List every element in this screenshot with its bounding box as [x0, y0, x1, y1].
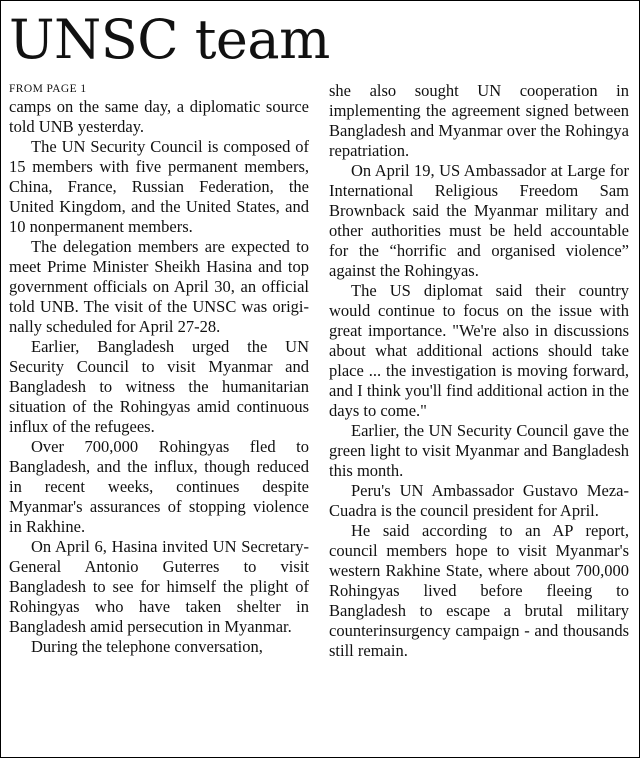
paragraph: He said according to an AP report, council members hope to visit Myanmar's western Rakhine State, where about 700,000 Rohingyas lived before fleeing to Bangladesh to escape a brutal military counterinsurgency campaign - and thousands still remain.	[329, 521, 629, 660]
paragraph: Earlier, the UN Security Council gave the green light to visit Myanmar and Bangladesh this month.	[329, 421, 629, 480]
paragraph: The US diplomat said their country would continue to focus on the issue with great importance. "We're also in discussions about what additional actions should take place ... the investigation is moving forward, and I think you'll find additional action in the days to come."	[329, 281, 629, 420]
column-right	[329, 81, 629, 661]
paragraph: Peru's UN Ambassador Gustavo Meza-Cuadra is the council president for April.	[329, 481, 629, 520]
paragraph: The delegation members are expected to meet Prime Minister Sheikh Hasina and top government officials on April 30, an official told UNB. The visit of the UNSC was originally scheduled for April 27-28.	[9, 237, 309, 336]
paragraph: On April 19, US Ambassador at Large for International Religious Freedom Sam Brownback said the Myanmar military and other authorities must be held accountable for the “horrific and organised violence” against the Rohingyas.	[329, 161, 629, 280]
paragraph: During the telephone conversation,	[31, 637, 263, 656]
column-left	[9, 81, 309, 657]
paragraph: she also sought UN cooperation in implementing the agreement signed between Bangladesh and Myanmar over the Rohingya repatriation.	[329, 81, 629, 160]
paragraph: On April 6, Hasina invited UN Secretary-General Antonio Guterres to visit Bangladesh to see for himself the plight of Rohingyas who have taken shelter in Bangladesh amid persecution in Myanmar.	[9, 537, 309, 636]
paragraph: The UN Security Council is composed of 15 members with five permanent members, China, France, Russian Federation, the United Kingdom, and the United States, and 10 nonpermanent members.	[9, 137, 309, 236]
paragraph: Over 700,000 Rohingyas fled to Bangladesh, and the influx, though reduced in recent weeks, continues despite Myanmar's assurances of stopping violence in Rakhine.	[9, 437, 309, 536]
kicker-from-page: FROM PAGE 1	[9, 83, 87, 95]
headline: UNSC team	[9, 8, 330, 71]
paragraph: camps on the same day, a diplomatic source told UNB yesterday.	[9, 97, 309, 136]
paragraph: Earlier, Bangladesh urged the UN Security Council to visit Myanmar and Bangladesh to witness the humanitarian situation of the Rohingyas amid continuous influx of the refugees.	[9, 337, 309, 436]
